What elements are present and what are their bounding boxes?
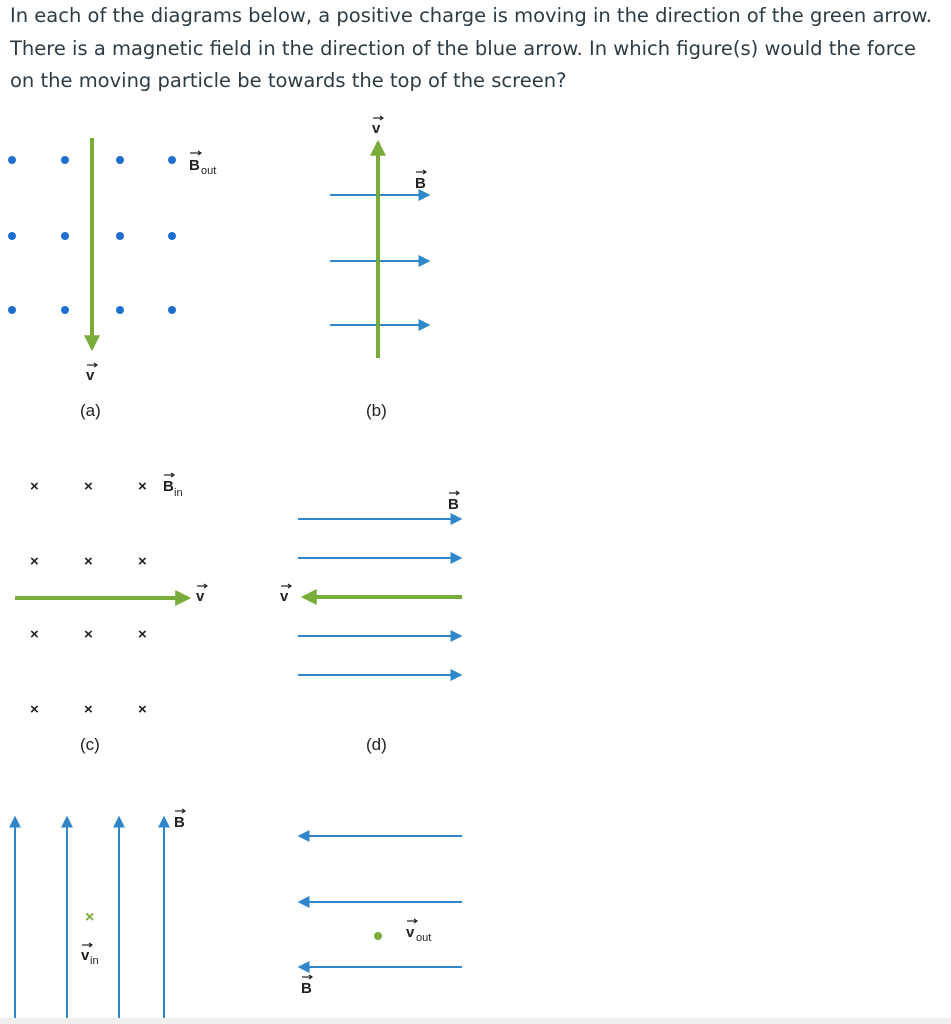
svg-text:×: × — [138, 626, 147, 643]
svg-text:×: × — [30, 478, 39, 495]
svg-text:v: v — [372, 120, 381, 137]
svg-text:×: × — [30, 626, 39, 643]
svg-text:B: B — [189, 157, 200, 174]
figure-label-c: (c) — [80, 735, 100, 754]
svg-text:B: B — [301, 980, 312, 997]
field-label-d — [448, 491, 459, 513]
svg-text:×: × — [84, 478, 93, 495]
svg-text:B: B — [163, 478, 174, 495]
svg-text:out: out — [416, 932, 432, 944]
svg-text:×: × — [84, 701, 93, 718]
svg-text:×: × — [30, 701, 39, 718]
svg-text:B: B — [448, 496, 459, 513]
field-label-f — [301, 975, 312, 997]
svg-text:×: × — [138, 701, 147, 718]
field-label-e — [174, 809, 185, 831]
svg-text:×: × — [84, 553, 93, 570]
field-label-a — [189, 151, 216, 177]
diagram-e — [15, 809, 185, 1024]
diagram-b — [330, 116, 428, 420]
field-label-b — [415, 170, 426, 192]
diagram-f — [300, 836, 462, 997]
velocity-label-e — [81, 943, 99, 967]
svg-text:v: v — [81, 947, 90, 964]
svg-text:out: out — [201, 165, 217, 177]
velocity-label-a — [86, 363, 97, 384]
svg-text:v: v — [406, 924, 415, 941]
velocity-label-f — [406, 919, 431, 944]
diagram-c — [15, 473, 207, 754]
velocity-label-b — [372, 116, 383, 137]
svg-text:v: v — [280, 588, 289, 605]
velocity-out-of-page-dot — [374, 932, 382, 940]
svg-text:B: B — [415, 175, 426, 192]
svg-text:×: × — [138, 553, 147, 570]
question-text: In each of the diagrams below, a positive charge is moving in the direction of the green arrow. There is a magnetic field in the direction of the blue arrow. In which figure(s) would the force on the moving particle be towards the top of the screen? — [10, 4, 932, 92]
figure-label-a: (a) — [80, 401, 101, 420]
velocity-label-d — [280, 584, 291, 605]
svg-text:×: × — [84, 626, 93, 643]
svg-text:×: × — [30, 553, 39, 570]
svg-text:v: v — [86, 367, 95, 384]
bottom-shadow — [0, 1018, 951, 1024]
velocity-label-c — [196, 584, 207, 605]
diagram-a — [8, 138, 216, 420]
svg-text:in: in — [90, 955, 99, 967]
figure-label-d: (d) — [366, 735, 387, 754]
diagram-d — [280, 491, 462, 754]
svg-text:v: v — [196, 588, 205, 605]
field-label-c — [163, 473, 183, 499]
svg-text:×: × — [138, 478, 147, 495]
svg-text:B: B — [174, 814, 185, 831]
velocity-into-page-mark: × — [85, 909, 95, 926]
svg-text:in: in — [174, 487, 183, 499]
figure-label-b: (b) — [366, 401, 387, 420]
